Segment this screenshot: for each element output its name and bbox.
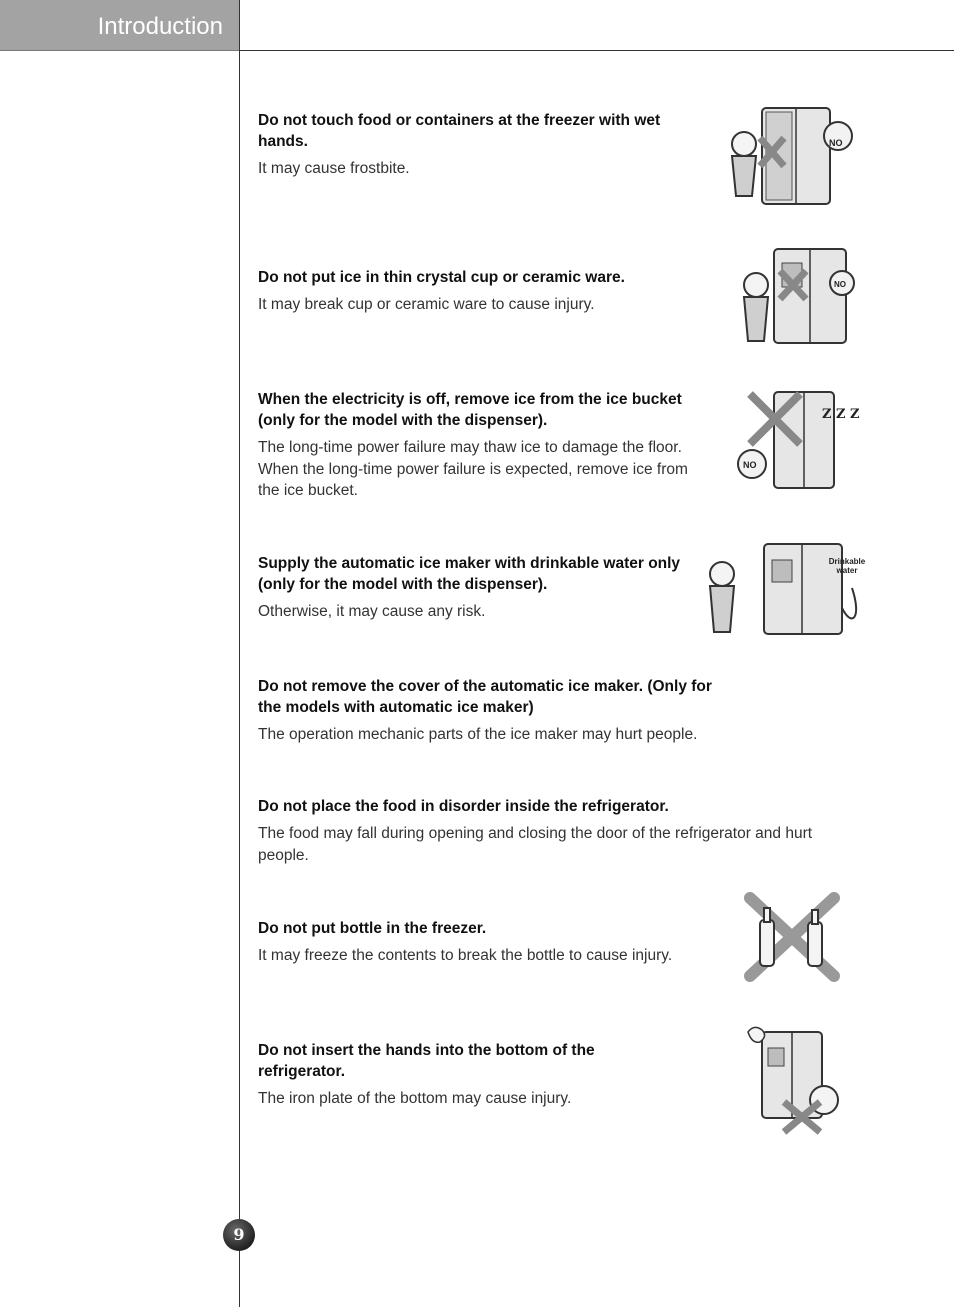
safety-item-frostbite <box>258 110 708 180</box>
crystal-cup-illustration <box>736 247 860 347</box>
item-heading: When the electricity is off, remove ice from the ice bucket (only for the model with the dispenser). <box>258 391 682 429</box>
item-heading: Do not put bottle in the freezer. <box>258 920 487 937</box>
bottom-hands-illustration <box>744 1024 852 1136</box>
header-tab <box>0 0 239 51</box>
page-number: 9 <box>223 1219 255 1251</box>
safety-item-bottom-hands <box>258 1040 658 1110</box>
item-heading: Do not remove the cover of the automatic ice maker. (Only for the models with automatic ice maker) <box>258 678 712 716</box>
drinkable-water-illustration <box>702 538 874 638</box>
item-body: It may break cup or ceramic ware to cause injury. <box>258 296 595 313</box>
no-label: NO <box>834 280 846 289</box>
item-heading: Supply the automatic ice maker with drinkable water only (only for the model with the dispenser). <box>258 555 681 593</box>
safety-item-bottle-freezer <box>258 918 718 967</box>
power-failure-illustration <box>734 388 864 494</box>
safety-item-crystal-cup <box>258 267 708 316</box>
item-body: It may freeze the contents to break the bottle to cause injury. <box>258 947 673 964</box>
zzz-label: Z Z Z <box>822 407 860 422</box>
item-body: Otherwise, it may cause any risk. <box>258 603 486 620</box>
item-heading: Do not touch food or containers at the freezer with wet hands. <box>258 112 661 150</box>
item-body: The food may fall during opening and closing the door of the refrigerator and hurt people. <box>258 825 813 864</box>
item-heading: Do not put ice in thin crystal cup or ceramic ware. <box>258 269 625 286</box>
item-heading: Do not insert the hands into the bottom of the refrigerator. <box>258 1042 595 1080</box>
wet-hands-freezer-illustration <box>722 104 872 208</box>
safety-item-ice-maker-cover <box>258 676 738 746</box>
drinkable-label: Drinkable <box>828 557 866 566</box>
safety-item-drinkable-water <box>258 553 688 623</box>
margin-rule <box>239 0 240 1307</box>
item-body: The operation mechanic parts of the ice maker may hurt people. <box>258 726 698 743</box>
header-rule <box>239 50 954 51</box>
item-body: The iron plate of the bottom may cause injury. <box>258 1090 572 1107</box>
no-label: NO <box>829 138 843 148</box>
no-label: NO <box>743 460 757 470</box>
item-body: The long-time power failure may thaw ice to damage the floor. When the long-time power failure is expected, remove ice from the ice bucket. <box>258 439 688 499</box>
safety-item-food-disorder <box>258 796 858 866</box>
section-title: Introduction <box>97 13 223 40</box>
item-body: It may cause frostbite. <box>258 160 410 177</box>
item-heading: Do not place the food in disorder inside the refrigerator. <box>258 798 669 815</box>
safety-item-power-failure <box>258 389 713 502</box>
water-label: water <box>836 566 858 575</box>
bottle-freezer-illustration <box>740 890 844 982</box>
